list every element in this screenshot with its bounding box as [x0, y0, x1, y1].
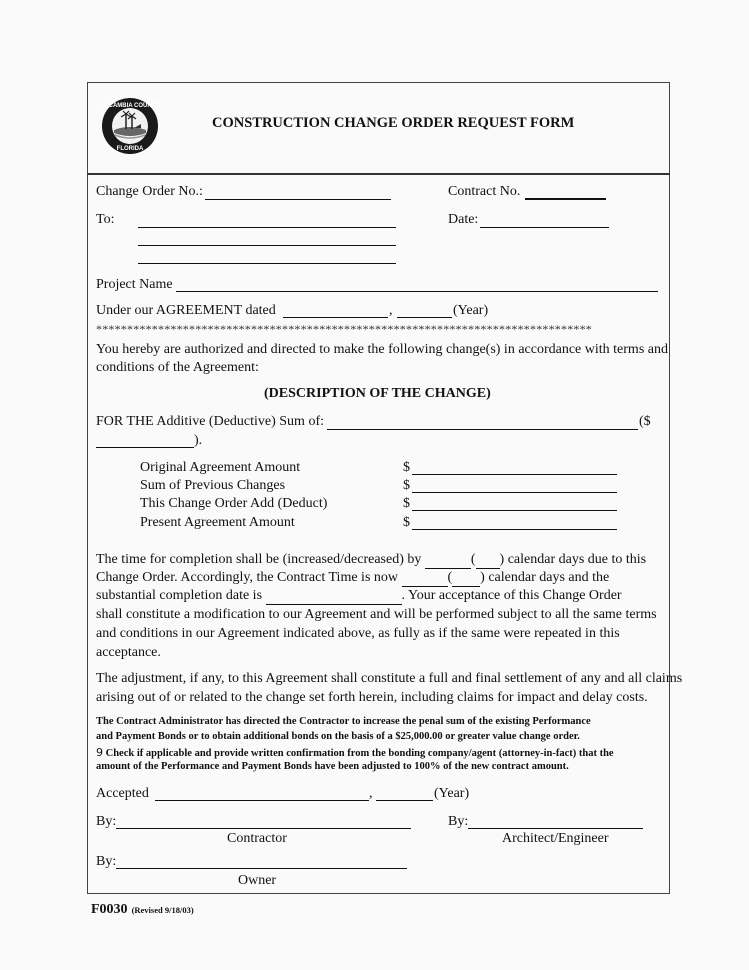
accepted-label: Accepted: [96, 786, 149, 801]
to-field-line-2[interactable]: [138, 245, 396, 246]
adjustment-text-line-2: arising out of or related to the change set forth herein, including claims for impact and delay costs.: [96, 690, 648, 705]
time-text: substantial completion date is: [96, 588, 263, 603]
project-name-label: Project Name: [96, 277, 173, 292]
currency-symbol: $: [403, 515, 410, 530]
substantial-completion-date-field[interactable]: [266, 588, 402, 605]
by-label: By:: [448, 814, 469, 829]
sum-open-paren: ($: [639, 414, 651, 429]
to-field-line-1[interactable]: [138, 227, 396, 228]
time-text: The time for completion shall be (increased/decreased) by: [96, 552, 422, 567]
amount-label-original: Original Agreement Amount: [140, 460, 301, 475]
amount-field-this-change[interactable]: [412, 510, 617, 511]
header-divider: [87, 173, 670, 175]
agreement-dated-label: Under our AGREEMENT dated: [96, 303, 276, 318]
to-field-line-3[interactable]: [138, 263, 396, 264]
date-label: Date:: [448, 212, 479, 227]
amount-field-present[interactable]: [412, 529, 617, 530]
accepted-date-field[interactable]: [155, 800, 369, 801]
bond-notice-line-3: [96, 746, 614, 759]
agreement-year-field[interactable]: [397, 317, 452, 318]
bond-notice-line-1: The Contract Administrator has directed the Contractor to increase the penal sum of the existing Performance: [96, 716, 591, 727]
owner-signature-field[interactable]: [116, 868, 407, 869]
svg-text:ESCAMBIA COUNTY: ESCAMBIA COUNTY: [101, 103, 159, 109]
sum-words-field[interactable]: [327, 429, 638, 430]
time-text-line-5: and conditions in our Agreement indicated above, as fully as if the same were repeated in this: [96, 626, 620, 641]
paren: (: [470, 552, 476, 567]
time-text: Change Order. Accordingly, the Contract Time is now: [96, 570, 398, 585]
contractor-signature-field[interactable]: [116, 828, 411, 829]
authorization-text-line-2: conditions of the Agreement:: [96, 360, 259, 375]
year-label: (Year): [434, 786, 470, 801]
accepted-year-field[interactable]: [376, 800, 433, 801]
time-change-days-number-field[interactable]: [476, 552, 500, 569]
form-footer: [91, 900, 194, 918]
time-text-line-2: [96, 570, 609, 587]
to-label: To:: [96, 212, 115, 227]
authorization-text-line-1: You hereby are authorized and directed to make the following change(s) in accordance with terms and: [96, 342, 668, 357]
project-name-field[interactable]: [176, 291, 658, 292]
by-label: By:: [96, 814, 117, 829]
time-text: ) calendar days due to this: [499, 552, 647, 567]
form-code: F0030: [91, 902, 128, 917]
currency-symbol: $: [403, 478, 410, 493]
amount-field-original[interactable]: [412, 474, 617, 475]
form-title: CONSTRUCTION CHANGE ORDER REQUEST FORM: [212, 115, 575, 131]
time-text-line-1: [96, 552, 646, 569]
architect-signature-field[interactable]: [468, 828, 643, 829]
bond-notice-text: Check if applicable and provide written confirmation from the bonding company/agent (attorney-in-fact) that the: [103, 748, 614, 759]
paren: (: [447, 570, 453, 585]
time-text-line-4: shall constitute a modification to our Agreement and will be performed subject to all the same terms: [96, 607, 657, 622]
description-heading: (DESCRIPTION OF THE CHANGE): [264, 386, 491, 401]
time-text: . Your acceptance of this Change Order: [401, 588, 622, 603]
sum-close-paren: ).: [194, 433, 203, 448]
checkbox-icon[interactable]: 9: [96, 746, 103, 759]
architect-caption: Architect/Engineer: [502, 831, 609, 846]
amount-label-present: Present Agreement Amount: [140, 515, 295, 530]
comma: ,: [389, 303, 393, 318]
time-text-line-3: [96, 588, 622, 605]
contractor-caption: Contractor: [227, 831, 287, 846]
by-label: By:: [96, 854, 117, 869]
agreement-date-field[interactable]: [283, 317, 388, 318]
time-change-days-words-field[interactable]: [425, 552, 471, 569]
amount-label-previous: Sum of Previous Changes: [140, 478, 286, 493]
revision-date: (Revised 9/18/03): [131, 905, 194, 915]
asterisk-separator: ********************************************************************************: [96, 322, 592, 336]
contract-time-days-number-field[interactable]: [452, 570, 480, 587]
bond-notice-line-4: amount of the Performance and Payment Bonds have been adjusted to 100% of the new contract amount.: [96, 761, 569, 772]
amount-label-this-change: This Change Order Add (Deduct): [140, 496, 328, 511]
date-field[interactable]: [480, 227, 609, 228]
county-seal-icon: [101, 97, 159, 155]
change-order-no-label: Change Order No.:: [96, 184, 203, 199]
contract-time-days-words-field[interactable]: [402, 570, 448, 587]
year-label: (Year): [453, 303, 489, 318]
bond-notice-line-2: and Payment Bonds or to obtain additional bonds on the basis of a $25,000.00 or greater value change order.: [96, 731, 580, 742]
svg-text:FLORIDA: FLORIDA: [116, 146, 144, 152]
time-text-line-6: acceptance.: [96, 645, 161, 660]
adjustment-text-line-1: The adjustment, if any, to this Agreement shall constitute a full and final settlement of any and all claims: [96, 671, 683, 686]
contract-no-label: Contract No.: [448, 184, 521, 199]
currency-symbol: $: [403, 460, 410, 475]
sum-label: FOR THE Additive (Deductive) Sum of:: [96, 414, 324, 429]
owner-caption: Owner: [238, 873, 277, 888]
time-text: ) calendar days and the: [480, 570, 610, 585]
comma: ,: [369, 786, 373, 801]
amount-field-previous[interactable]: [412, 492, 617, 493]
currency-symbol: $: [403, 496, 410, 511]
contract-no-field[interactable]: [525, 198, 606, 200]
sum-amount-field[interactable]: [96, 447, 194, 448]
change-order-no-field[interactable]: [205, 199, 391, 200]
